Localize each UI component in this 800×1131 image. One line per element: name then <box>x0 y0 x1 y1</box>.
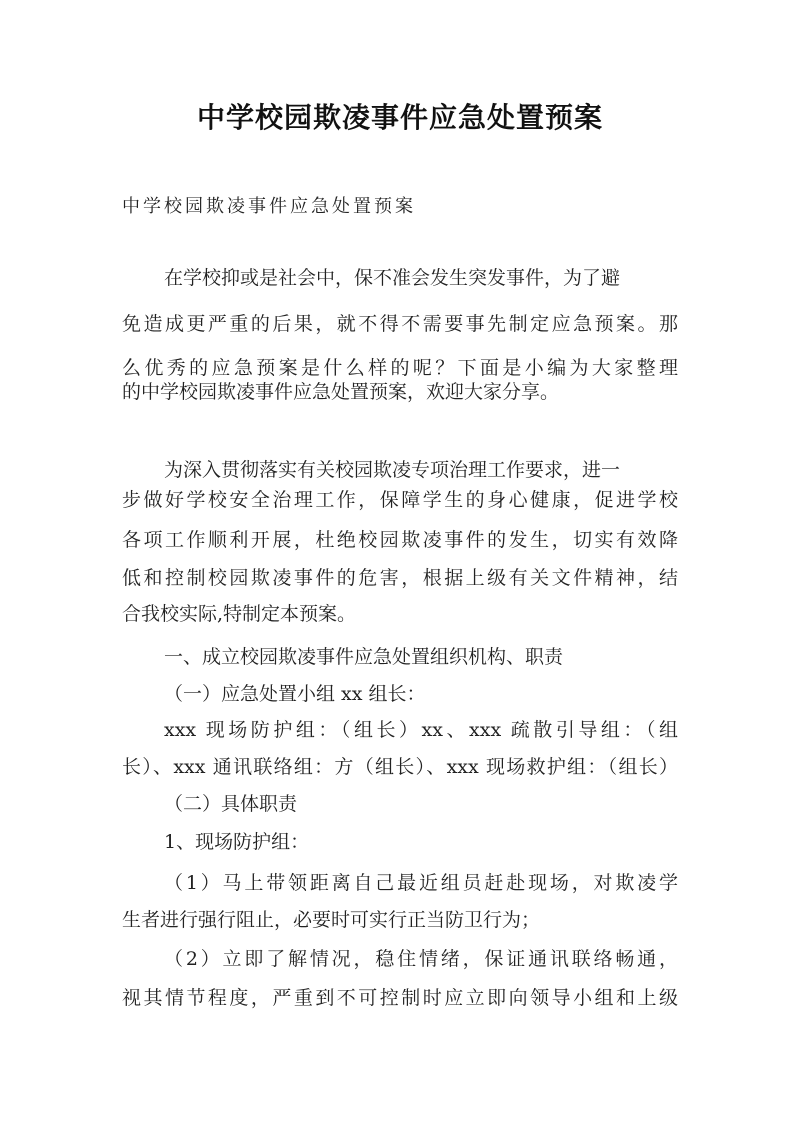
paragraph-line: （1）马上带领距离自己最近组员赶赴现场，对欺凌学 <box>164 872 678 894</box>
list-item-heading: 1、现场防护组： <box>164 831 310 853</box>
paragraph-line: 合我校实际,特制定本预案。 <box>122 603 357 625</box>
paragraph-line: 么优秀的应急预案是什么样的呢？下面是小编为大家整理 <box>122 357 678 379</box>
subsection-heading: （一）应急处置小组 xx 组长： <box>164 683 426 705</box>
paragraph-line: （2）立即了解情况，稳住情绪，保证通讯联络畅通， <box>164 948 678 970</box>
paragraph-line: 各项工作顺利开展，杜绝校园欺凌事件的发生，切实有效降 <box>122 529 678 551</box>
subsection-heading: （二）具体职责 <box>164 793 298 815</box>
paragraph-line: 免造成更严重的后果，就不得不需要事先制定应急预案。那 <box>122 313 678 335</box>
paragraph-line: 步做好学校安全治理工作，保障学生的身心健康，促进学校 <box>122 489 678 511</box>
paragraph-line: xxx 现场防护组：（组长）xx、xxx 疏散引导组：（组 <box>164 719 678 741</box>
document-title: 中学校园欺凌事件应急处置预案 <box>196 101 603 134</box>
paragraph-line: 在学校抑或是社会中，保不准会发生突发事件，为了避 <box>164 267 621 289</box>
paragraph-line: 为深入贯彻落实有关校园欺凌专项治理工作要求，进一 <box>164 459 621 481</box>
paragraph-line: 的中学校园欺凌事件应急处置预案，欢迎大家分享。 <box>122 381 560 403</box>
paragraph-line: 生者进行强行阻止，必要时可实行正当防卫行为； <box>122 909 541 931</box>
section-heading: 一、成立校园欺凌事件应急处置组织机构、职责 <box>164 646 564 668</box>
paragraph-line: 长）、xxx 通讯联络组：方（组长）、xxx 现场救护组：（组长） <box>122 756 678 778</box>
paragraph-line: 低和控制校园欺凌事件的危害，根据上级有关文件精神，结 <box>122 567 678 589</box>
paragraph-line: 视其情节程度，严重到不可控制时应立即向领导小组和上级 <box>122 987 678 1009</box>
document-subtitle: 中学校园欺凌事件应急处置预案 <box>122 196 416 217</box>
